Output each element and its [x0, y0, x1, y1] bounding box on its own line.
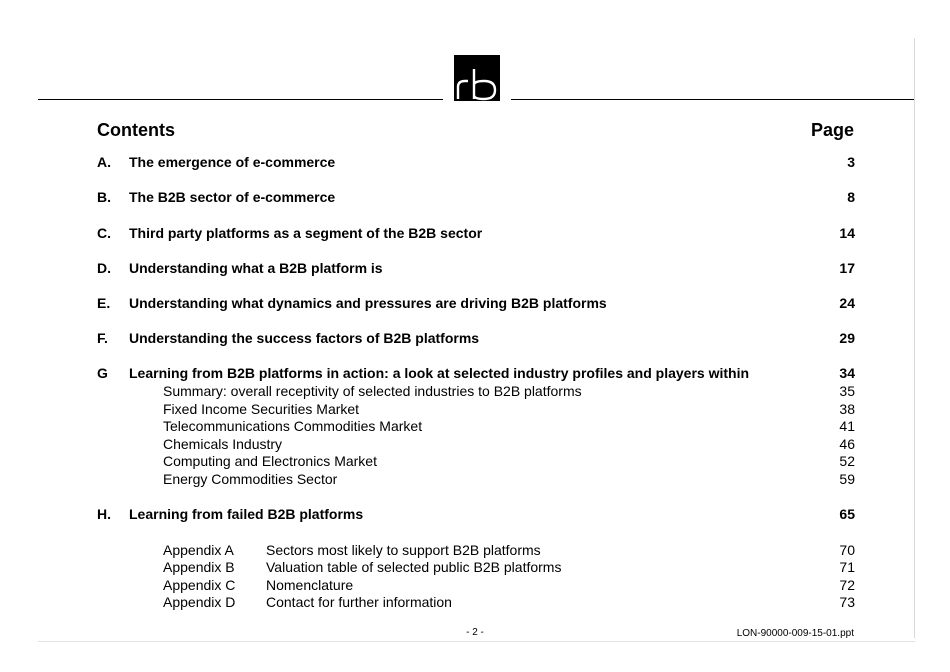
appendix-page: 71 — [839, 559, 855, 575]
subsection-page: 41 — [839, 418, 855, 434]
section-letter: D. — [97, 260, 111, 276]
subsection-title: Telecommunications Commodities Market — [163, 418, 423, 434]
header-rule-right — [511, 99, 914, 100]
section-title: Understanding what dynamics and pressures are driving B2B platforms — [129, 295, 607, 311]
toc-section-e — [0, 294, 950, 312]
section-title: Learning from failed B2B platforms — [129, 506, 364, 522]
toc-section-b — [0, 188, 950, 206]
appendix-title: Sectors most likely to support B2B platforms — [266, 542, 541, 558]
subsection-title: Energy Commodities Sector — [163, 471, 338, 487]
subsection-title: Summary: overall receptivity of selected industries to B2B platforms — [163, 383, 582, 399]
toc-subsection — [0, 417, 950, 435]
section-letter: A. — [97, 154, 111, 170]
section-title: Third party platforms as a segment of the B2B sector — [129, 225, 483, 241]
section-title: The emergence of e-commerce — [129, 154, 336, 170]
footer-doc-ref: LON-90000-009-15-01.ppt — [736, 628, 854, 639]
appendix-title: Contact for further information — [266, 594, 452, 610]
appendix-title: Valuation table of selected public B2B platforms — [266, 559, 562, 575]
page-edge-bottom — [38, 641, 915, 642]
section-page: 3 — [847, 154, 855, 170]
rb-logo-icon — [454, 55, 500, 101]
toc-appendix-b — [0, 558, 950, 576]
toc-appendix-a — [0, 541, 950, 559]
section-page: 34 — [839, 365, 855, 381]
appendix-title: Nomenclature — [266, 577, 354, 593]
appendix-label: Appendix D — [163, 594, 236, 610]
appendix-page: 70 — [839, 542, 855, 558]
subsection-title: Chemicals Industry — [163, 436, 283, 452]
toc-subsection — [0, 400, 950, 418]
section-letter: E. — [97, 295, 111, 311]
contents-heading: Contents — [97, 120, 175, 140]
section-title: Understanding what a B2B platform is — [129, 260, 383, 276]
toc-section-a — [0, 153, 950, 171]
toc-subsection — [0, 452, 950, 470]
subsection-page: 46 — [839, 436, 855, 452]
section-letter: F. — [97, 330, 108, 346]
section-letter: H. — [97, 506, 111, 522]
section-page: 24 — [839, 295, 855, 311]
section-page: 65 — [839, 506, 855, 522]
toc-section-d — [0, 259, 950, 277]
footer-page-number: - 2 - — [466, 627, 484, 638]
section-page: 14 — [839, 225, 855, 241]
toc-subsection — [0, 470, 950, 488]
subsection-title: Computing and Electronics Market — [163, 453, 377, 469]
appendix-page: 72 — [839, 577, 855, 593]
toc-section-f — [0, 329, 950, 347]
appendix-page: 73 — [839, 594, 855, 610]
toc-subsection — [0, 435, 950, 453]
section-page: 29 — [839, 330, 855, 346]
section-title: Understanding the success factors of B2B platforms — [129, 330, 480, 346]
appendix-label: Appendix C — [163, 577, 236, 593]
toc-appendix-c — [0, 576, 950, 594]
section-title: Learning from B2B platforms in action: a look at selected industry profiles and players within — [129, 365, 750, 381]
appendix-label: Appendix B — [163, 559, 235, 575]
section-letter: G — [97, 365, 108, 381]
toc-section-h — [0, 505, 950, 523]
section-letter: C. — [97, 225, 111, 241]
section-letter: B. — [97, 189, 111, 205]
header-rule-left — [38, 99, 443, 100]
rb-logo — [454, 55, 500, 101]
appendix-label: Appendix A — [163, 542, 234, 558]
subsection-page: 52 — [839, 453, 855, 469]
page-heading: Page — [810, 120, 854, 140]
toc-appendix-d — [0, 593, 950, 611]
subsection-page: 59 — [839, 471, 855, 487]
subsection-title: Fixed Income Securities Market — [163, 401, 360, 417]
section-title: The B2B sector of e-commerce — [129, 189, 336, 205]
section-page: 17 — [839, 260, 855, 276]
section-page: 8 — [847, 189, 855, 205]
toc-section-g — [0, 364, 950, 382]
toc-section-c — [0, 224, 950, 242]
subsection-page: 35 — [839, 383, 855, 399]
subsection-page: 38 — [839, 401, 855, 417]
toc-subsection — [0, 382, 950, 400]
